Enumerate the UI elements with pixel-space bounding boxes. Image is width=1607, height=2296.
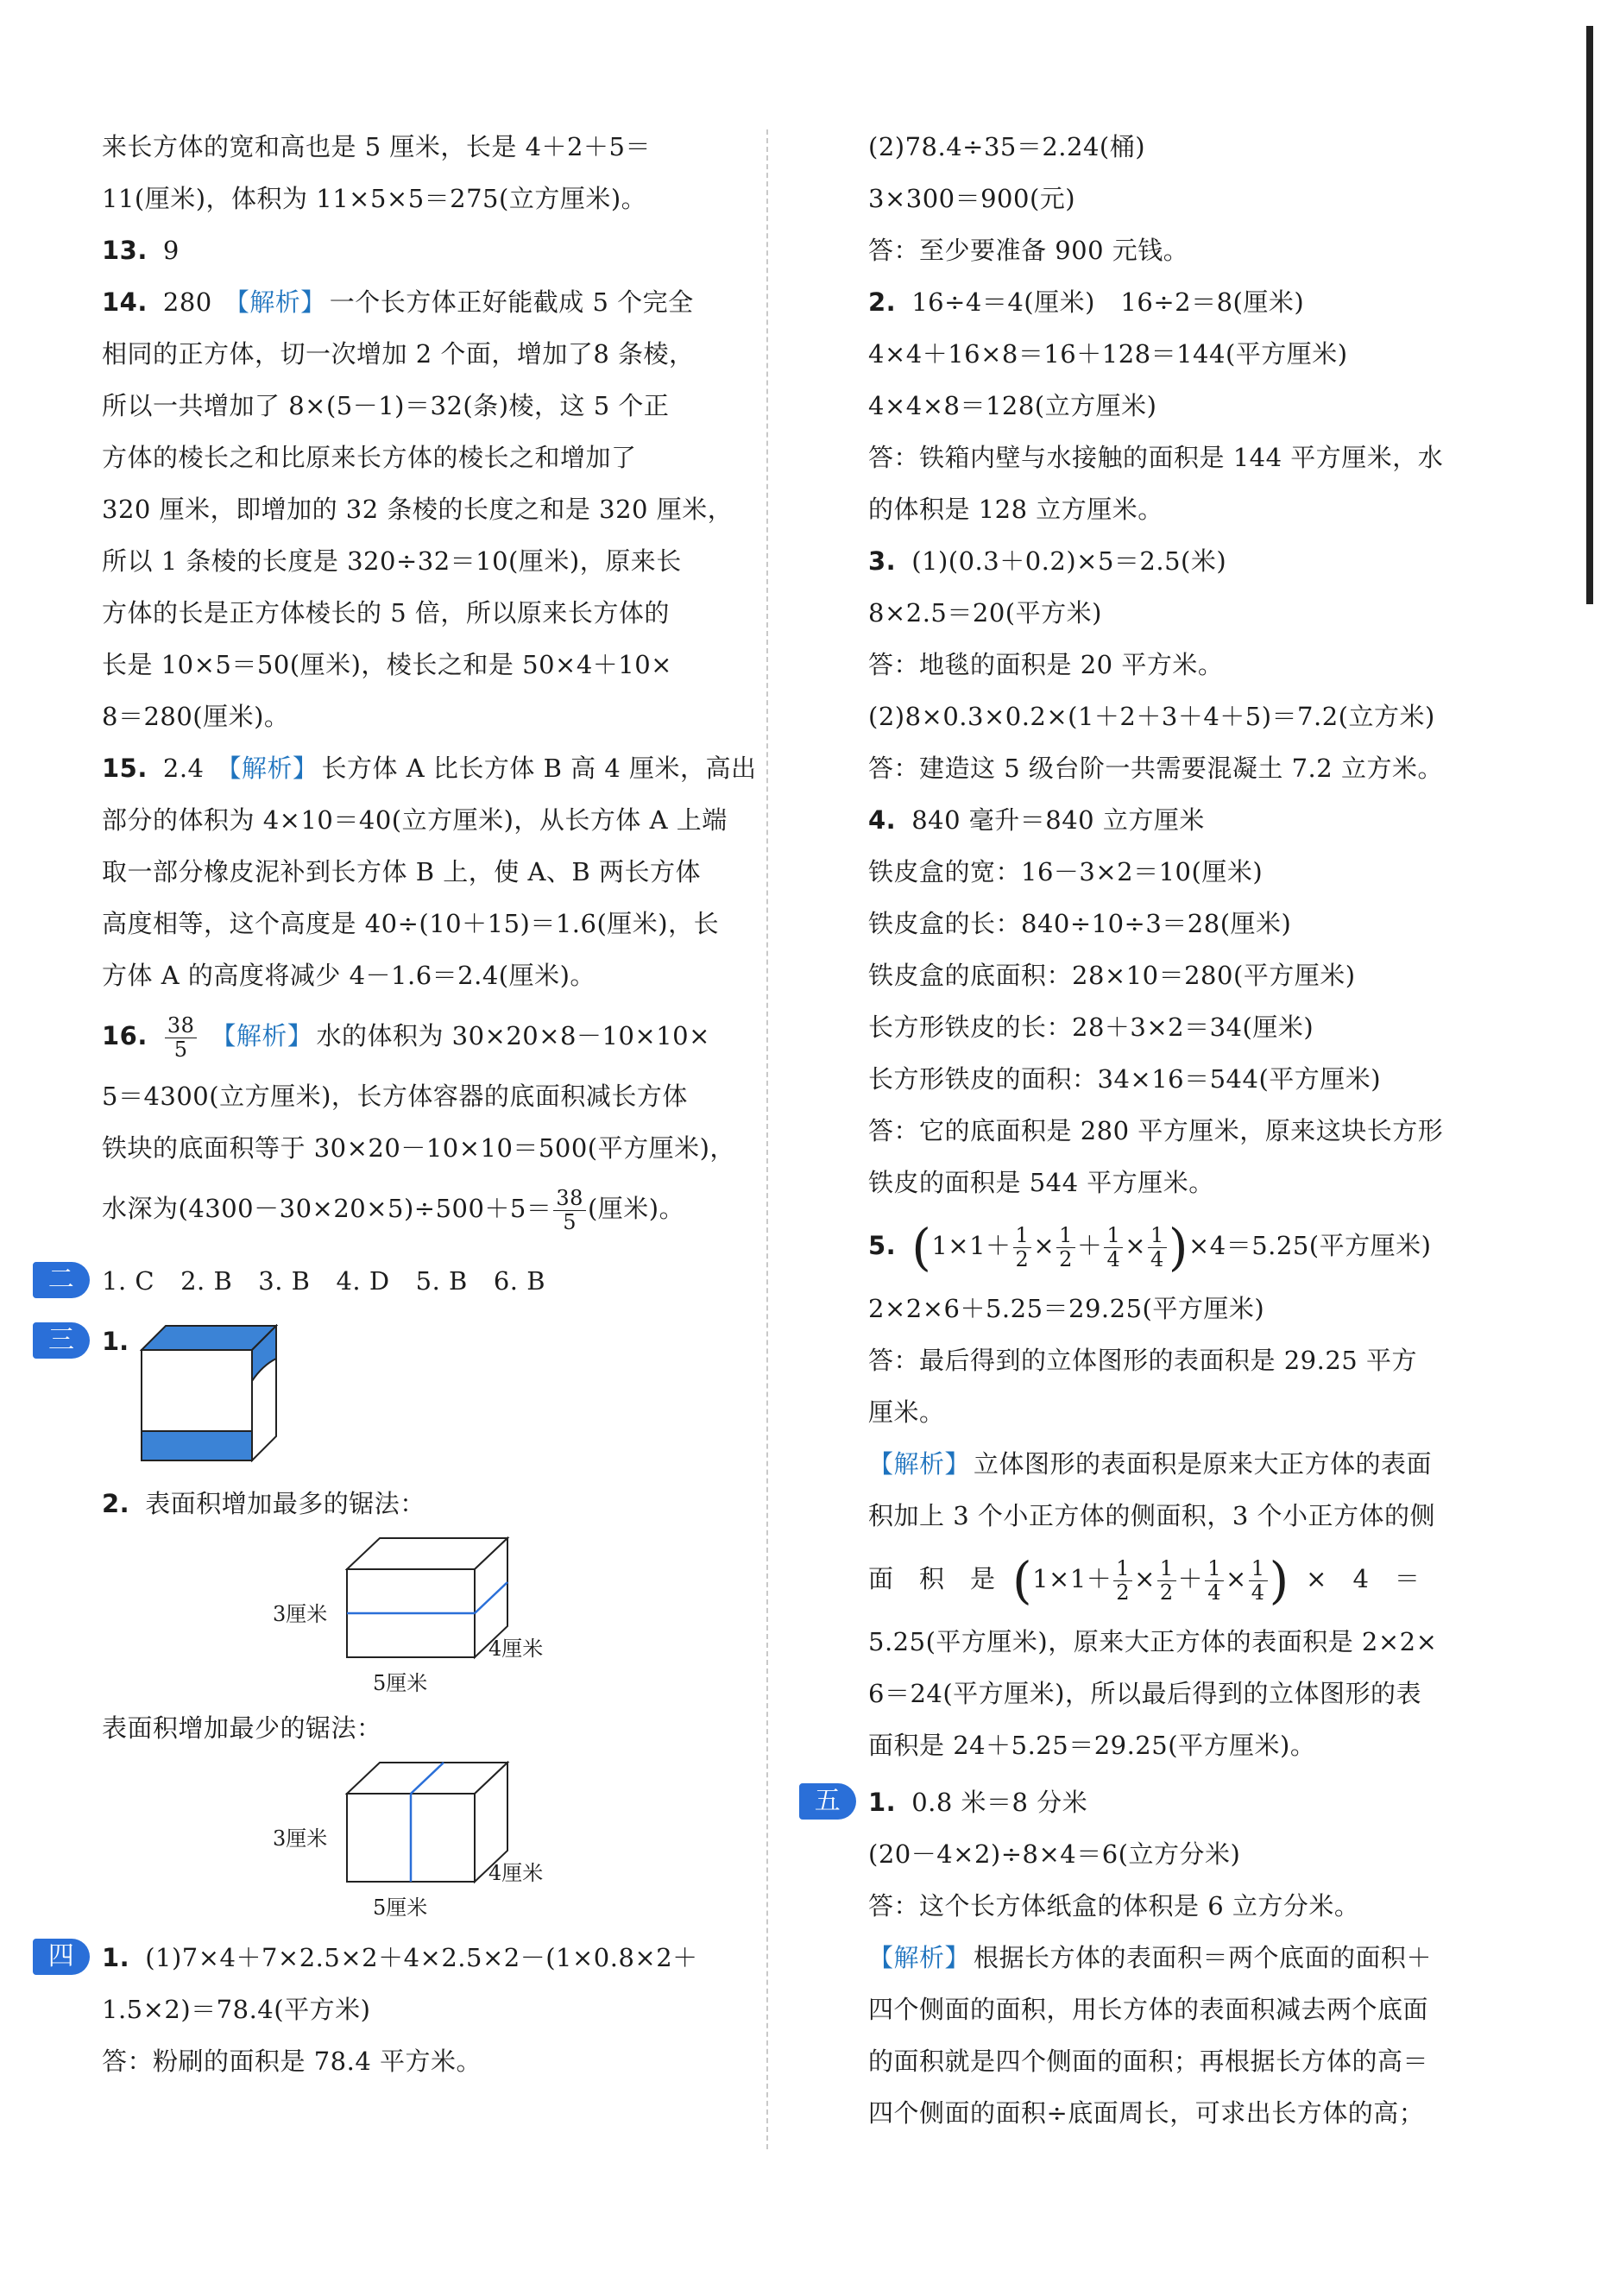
width-label: 5厘米	[373, 1895, 428, 1920]
fraction	[1157, 1557, 1176, 1604]
question-number: 2.	[102, 1489, 130, 1518]
text-line: 1.5×2)＝78.4(平方米)	[102, 1995, 371, 2024]
section-5-q1	[814, 1776, 1498, 1828]
close-paren-icon: )	[1168, 1218, 1188, 1277]
question-number: 2.	[868, 287, 897, 317]
cut-most-figure	[102, 1530, 723, 1702]
analysis-tag: 【解析】	[216, 754, 318, 783]
section-2	[47, 1255, 723, 1307]
text-line: 方体的长是正方体棱长的 5 倍，所以原来长方体的	[102, 598, 670, 628]
text-line: 答：粉刷的面积是 78.4 平方米。	[102, 2047, 482, 2076]
close-paren-icon: )	[1269, 1551, 1289, 1610]
text-line: 11(厘米)，体积为 11×5×5＝275(立方厘米)。	[102, 184, 647, 213]
depth-label: 4厘米	[488, 1637, 544, 1661]
fraction	[1104, 1224, 1123, 1271]
answer-3	[868, 535, 1498, 587]
numerator: 38	[165, 1014, 198, 1038]
fraction	[165, 1014, 198, 1061]
denominator: 2	[1116, 1580, 1131, 1605]
text-line: 4×4＋16×8＝16＋128＝144(平方厘米)	[868, 339, 1348, 369]
text-span: 表面积增加最多的锯法：	[145, 1489, 425, 1518]
text-span: 立体图形的表面积是原来大正方体的表面	[974, 1449, 1433, 1479]
text-line: 5＝4300(立方厘米)，长方体容器的底面积减长方体	[102, 1082, 688, 1111]
answer-14	[102, 276, 723, 328]
question-number: 4.	[868, 805, 897, 835]
text-line: 表面积增加最少的锯法：	[102, 1713, 382, 1743]
text-line: 的体积是 128 立方厘米。	[868, 495, 1163, 524]
question-number: 15.	[102, 754, 148, 783]
text-line: 铁皮盒的长：840÷10÷3＝28(厘米)	[868, 909, 1292, 938]
text-span: 16÷4＝4(厘米) 16÷2＝8(厘米)	[911, 287, 1305, 317]
denominator: 4	[1251, 1580, 1265, 1605]
text-span: 1×1＋	[931, 1231, 1011, 1260]
text-line: 四个侧面的面积÷底面周长，可求出长方体的高；	[868, 2098, 1425, 2128]
section-3-q2	[102, 1478, 723, 1530]
text-line: 3×300＝900(元)	[868, 184, 1076, 213]
section-badge: 四	[33, 1939, 90, 1975]
question-number: 1.	[868, 1788, 897, 1817]
text-span: ×	[1134, 1564, 1156, 1593]
text-line: 厘米。	[868, 1397, 945, 1427]
cut-least-figure	[102, 1754, 723, 1927]
answer-value: 9	[162, 236, 180, 265]
analysis-tag: 【解析】	[224, 287, 326, 317]
text-line: 积加上 3 个小正方体的侧面积，3 个小正方体的侧	[868, 1501, 1436, 1530]
fraction	[553, 1187, 586, 1233]
denominator: 5	[173, 1037, 188, 1062]
text-line	[868, 1932, 1498, 1984]
open-paren-icon: (	[911, 1218, 932, 1277]
text-span: ×	[1125, 1231, 1147, 1260]
text-line: 部分的体积为 4×10＝40(立方厘米)，从长方体 A 上端	[102, 805, 728, 835]
mc-answer: 2. B	[180, 1266, 233, 1296]
text-line	[868, 1542, 1498, 1616]
answer-5	[868, 1208, 1498, 1283]
column-divider	[766, 129, 768, 2149]
text-span: 1×1＋	[1032, 1564, 1112, 1593]
text-line	[868, 1438, 1498, 1490]
text-line: 答：地毯的面积是 20 平方米。	[868, 650, 1224, 679]
text-line: (20－4×2)÷8×4＝6(立方分米)	[868, 1839, 1241, 1869]
text-line: 一个长方体正好能截成 5 个完全	[329, 287, 694, 317]
numerator: 1	[1205, 1557, 1224, 1580]
right-column	[814, 121, 1498, 2139]
depth-label: 4厘米	[488, 1861, 544, 1885]
question-number: 1.	[102, 1943, 130, 1972]
mc-answer: 4. D	[336, 1266, 390, 1296]
text-span: ×	[1225, 1564, 1247, 1593]
text-line: 的面积就是四个侧面的面积；再根据长方体的高＝	[868, 2047, 1429, 2076]
text-line: 长是 10×5＝50(厘米)，棱长之和是 50×4＋10×	[102, 650, 672, 679]
text-line	[102, 1174, 723, 1243]
text-line: 5.25(平方厘米)，原来大正方体的表面积是 2×2×	[868, 1627, 1438, 1656]
text-span: ＋	[1177, 1564, 1204, 1593]
text-span: (厘米)。	[587, 1194, 685, 1223]
question-number: 3.	[868, 546, 897, 576]
denominator: 4	[1150, 1246, 1164, 1271]
text-span: 根据长方体的表面积＝两个底面的面积＋	[974, 1943, 1433, 1972]
text-line: 答：它的底面积是 280 平方厘米，原来这块长方形	[868, 1116, 1444, 1145]
text-line: 长方形铁皮的长：28＋3×2＝34(厘米)	[868, 1012, 1314, 1042]
height-label: 3厘米	[273, 1602, 328, 1626]
width-label: 5厘米	[373, 1671, 428, 1695]
text-line: (2)8×0.3×0.2×(1＋2＋3＋4＋5)＝7.2(立方米)	[868, 702, 1435, 731]
text-line: 答：这个长方体纸盒的体积是 6 立方分米。	[868, 1891, 1360, 1921]
text-span: 0.8 米＝8 分米	[911, 1788, 1088, 1817]
text-line: 铁皮盒的宽：16－3×2＝10(厘米)	[868, 857, 1264, 886]
text-line: 320 厘米，即增加的 32 条棱的长度之和是 320 厘米，	[102, 495, 734, 524]
section-4-q1	[47, 1932, 723, 1984]
numerator: 1	[1056, 1224, 1075, 1247]
answer-15	[102, 742, 757, 794]
mc-answer: 6. B	[493, 1266, 546, 1296]
section-badge: 二	[33, 1262, 90, 1298]
numerator: 1	[1148, 1224, 1167, 1247]
text-line: (2)78.4÷35＝2.24(桶)	[868, 132, 1146, 161]
fraction	[1013, 1224, 1032, 1271]
mc-answer: 3. B	[258, 1266, 311, 1296]
text-line: 长方体 A 比长方体 B 高 4 厘米，高出	[321, 754, 757, 783]
left-column	[47, 121, 757, 2087]
mc-answer: 1. C	[102, 1266, 155, 1296]
question-number: 1.	[102, 1327, 129, 1356]
question-number: 13.	[102, 236, 148, 265]
numerator: 1	[1013, 1224, 1032, 1247]
analysis-tag: 【解析】	[211, 1021, 313, 1050]
answer-2	[868, 276, 1498, 328]
text-line: 面积是 24＋5.25＝29.25(平方厘米)。	[868, 1731, 1316, 1760]
question-number: 14.	[102, 287, 148, 317]
text-line: 2×2×6＋5.25＝29.25(平方厘米)	[868, 1294, 1265, 1323]
text-line: 答：建造这 5 级台阶一共需要混凝土 7.2 立方米。	[868, 754, 1443, 783]
text-span: 面 积 是	[868, 1564, 996, 1593]
answer-value: 2.4	[162, 754, 205, 783]
text-span: (1)7×4＋7×2.5×2＋4×2.5×2－(1×0.8×2＋	[145, 1943, 698, 1972]
numerator: 1	[1104, 1224, 1123, 1247]
text-line: 铁块的底面积等于 30×20－10×10＝500(平方厘米)，	[102, 1133, 735, 1163]
text-line: 铁皮的面积是 544 平方厘米。	[868, 1168, 1214, 1197]
answer-13	[102, 224, 723, 276]
denominator: 5	[563, 1209, 577, 1234]
answer-4	[868, 794, 1498, 846]
text-line: 方体的棱长之和比原来长方体的棱长之和增加了	[102, 443, 637, 472]
text-span: × 4 ＝	[1306, 1564, 1421, 1593]
text-line: 高度相等，这个高度是 40÷(10＋15)＝1.6(厘米)，长	[102, 909, 720, 938]
open-paren-icon: (	[1011, 1551, 1033, 1610]
text-line: 答：至少要准备 900 元钱。	[868, 236, 1189, 265]
question-number: 16.	[102, 1021, 148, 1050]
text-span: 840 毫升＝840 立方厘米	[911, 805, 1205, 835]
text-line: 所以 1 条棱的长度是 320÷32＝10(厘米)，原来长	[102, 546, 682, 576]
text-line: 4×4×8＝128(立方厘米)	[868, 391, 1157, 420]
text-span: 水深为(4300－30×20×5)÷500＋5＝	[102, 1194, 552, 1223]
fraction	[1056, 1224, 1075, 1271]
denominator: 4	[1207, 1580, 1221, 1605]
text-line: 答：最后得到的立体图形的表面积是 29.25 平方	[868, 1346, 1417, 1375]
denominator: 2	[1015, 1246, 1030, 1271]
height-label: 3厘米	[273, 1826, 328, 1851]
cuboid-drawing	[345, 1761, 518, 1890]
text-line: 来长方体的宽和高也是 5 厘米，长是 4＋2＋5＝	[102, 132, 651, 161]
text-span: ×	[1033, 1231, 1056, 1260]
cube-figure	[140, 1324, 278, 1462]
text-line: 答：铁箱内壁与水接触的面积是 144 平方厘米，水	[868, 443, 1444, 472]
numerator: 1	[1113, 1557, 1132, 1580]
text-span: (1)(0.3＋0.2)×5＝2.5(米)	[911, 546, 1227, 576]
section-badge: 五	[799, 1783, 856, 1820]
analysis-tag: 【解析】	[868, 1449, 971, 1479]
text-line: 6＝24(平方厘米)，所以最后得到的立体图形的表	[868, 1679, 1421, 1708]
analysis-tag: 【解析】	[868, 1943, 971, 1972]
text-span: ＋	[1076, 1231, 1103, 1260]
answer-16	[102, 1001, 723, 1070]
denominator: 4	[1106, 1246, 1121, 1271]
numerator: 38	[553, 1187, 586, 1210]
section-3-q1	[48, 1315, 723, 1471]
text-line: 取一部分橡皮泥补到长方体 B 上，使 A、B 两长方体	[102, 857, 701, 886]
fraction	[1205, 1557, 1224, 1604]
mc-answer: 5. B	[415, 1266, 468, 1296]
text-line: 四个侧面的面积，用长方体的表面积减去两个底面	[868, 1995, 1429, 2024]
text-line: 长方形铁皮的面积：34×16＝544(平方厘米)	[868, 1064, 1382, 1094]
cuboid-drawing	[345, 1536, 518, 1666]
denominator: 2	[1159, 1580, 1174, 1605]
text-line: 相同的正方体，切一次增加 2 个面，增加了8 条棱，	[102, 339, 695, 369]
section-badge: 三	[33, 1322, 90, 1359]
text-line: 铁皮盒的底面积：28×10＝280(平方厘米)	[868, 961, 1356, 990]
text-line: 方体 A 的高度将减少 4－1.6＝2.4(厘米)。	[102, 961, 596, 990]
page-edge-mark	[1586, 26, 1593, 604]
fraction	[1249, 1557, 1268, 1604]
text-line: 水的体积为 30×20×8－10×10×	[316, 1021, 710, 1050]
text-line: 8×2.5＝20(平方米)	[868, 598, 1102, 628]
fraction	[1148, 1224, 1167, 1271]
numerator: 1	[1157, 1557, 1176, 1580]
numerator: 1	[1249, 1557, 1268, 1580]
denominator: 2	[1059, 1246, 1073, 1271]
text-line: 所以一共增加了 8×(5－1)＝32(条)棱，这 5 个正	[102, 391, 670, 420]
text-line: 8＝280(厘米)。	[102, 702, 290, 731]
text-span: ×4＝5.25(平方厘米)	[1188, 1231, 1432, 1260]
fraction	[1113, 1557, 1132, 1604]
question-number: 5.	[868, 1231, 897, 1260]
answer-value: 280	[162, 287, 212, 317]
